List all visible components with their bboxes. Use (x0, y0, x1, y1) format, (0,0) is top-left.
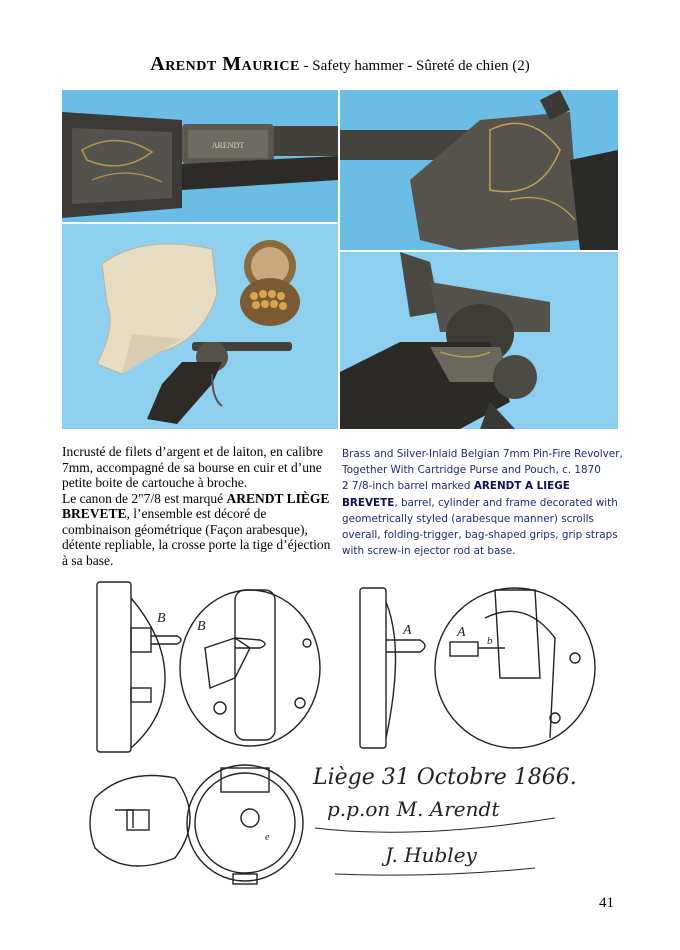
french-p2-text: Le canon de 2"7/8 est marqué (62, 490, 227, 506)
page-title (0, 53, 680, 76)
photo-revolver-with-pouch (62, 224, 338, 429)
photo-hammer-closeup (340, 252, 618, 429)
barrel-engraving: ARENDT (211, 141, 245, 150)
signature-line-3: J. Hubley (385, 843, 477, 867)
signature-line-1: Liège 31 Octobre 1866. (313, 765, 577, 790)
label-b-1: B (157, 611, 166, 626)
patent-drawing (85, 578, 605, 888)
english-paragraph-2 (342, 478, 627, 559)
english-p2-text-end: , barrel, cylinder and frame decorated with geometrically styled (arabesque manner) scrolls overall, folding-trigger, bag-shaped grips, grip straps with screw-in ejector rod at base. (342, 496, 618, 558)
french-paragraph-1: Incrusté de filets d’argent et de laiton, en calibre 7mm, accompagné de sa bourse en cuir et d’une petite boite de cartouche à broche. (62, 444, 324, 490)
photo-cylinder-closeup (62, 90, 338, 222)
label-a-2: A (457, 625, 466, 640)
signature-line-2: p.p.on M. Arendt (327, 797, 500, 821)
french-paragraph-2 (62, 491, 332, 569)
label-a-1: A (403, 623, 412, 638)
english-p2-marking: ARENDT A LIEGE BREVETE (342, 480, 570, 509)
title-name: Arendt Maurice (150, 53, 300, 75)
english-paragraph-1: Brass and Silver-Inlaid Belgian 7mm Pin-Fire Revolver, Together With Cartridge Purse and Pouch, c. 1870 (342, 448, 623, 477)
label-b-2: B (197, 619, 206, 634)
title-subtitle: - Safety hammer - Sûreté de chien (2) (299, 58, 530, 74)
french-p2-text-end: , l’ensemble est décoré de combinaison géométrique (Façon arabesque), détente repliable, la crosse porte la tige d’éjection à sa base. (62, 506, 331, 568)
page-number: 41 (599, 895, 614, 911)
label-small-b: b (487, 635, 493, 647)
label-e: e (265, 832, 270, 843)
english-description (342, 446, 627, 559)
french-p2-marking: ARENDT LIÈGE BREVETE (62, 490, 330, 521)
french-description (62, 444, 332, 568)
english-p2-text: 2 7/8-inch barrel marked (342, 480, 474, 493)
photo-frame-closeup (340, 90, 618, 250)
